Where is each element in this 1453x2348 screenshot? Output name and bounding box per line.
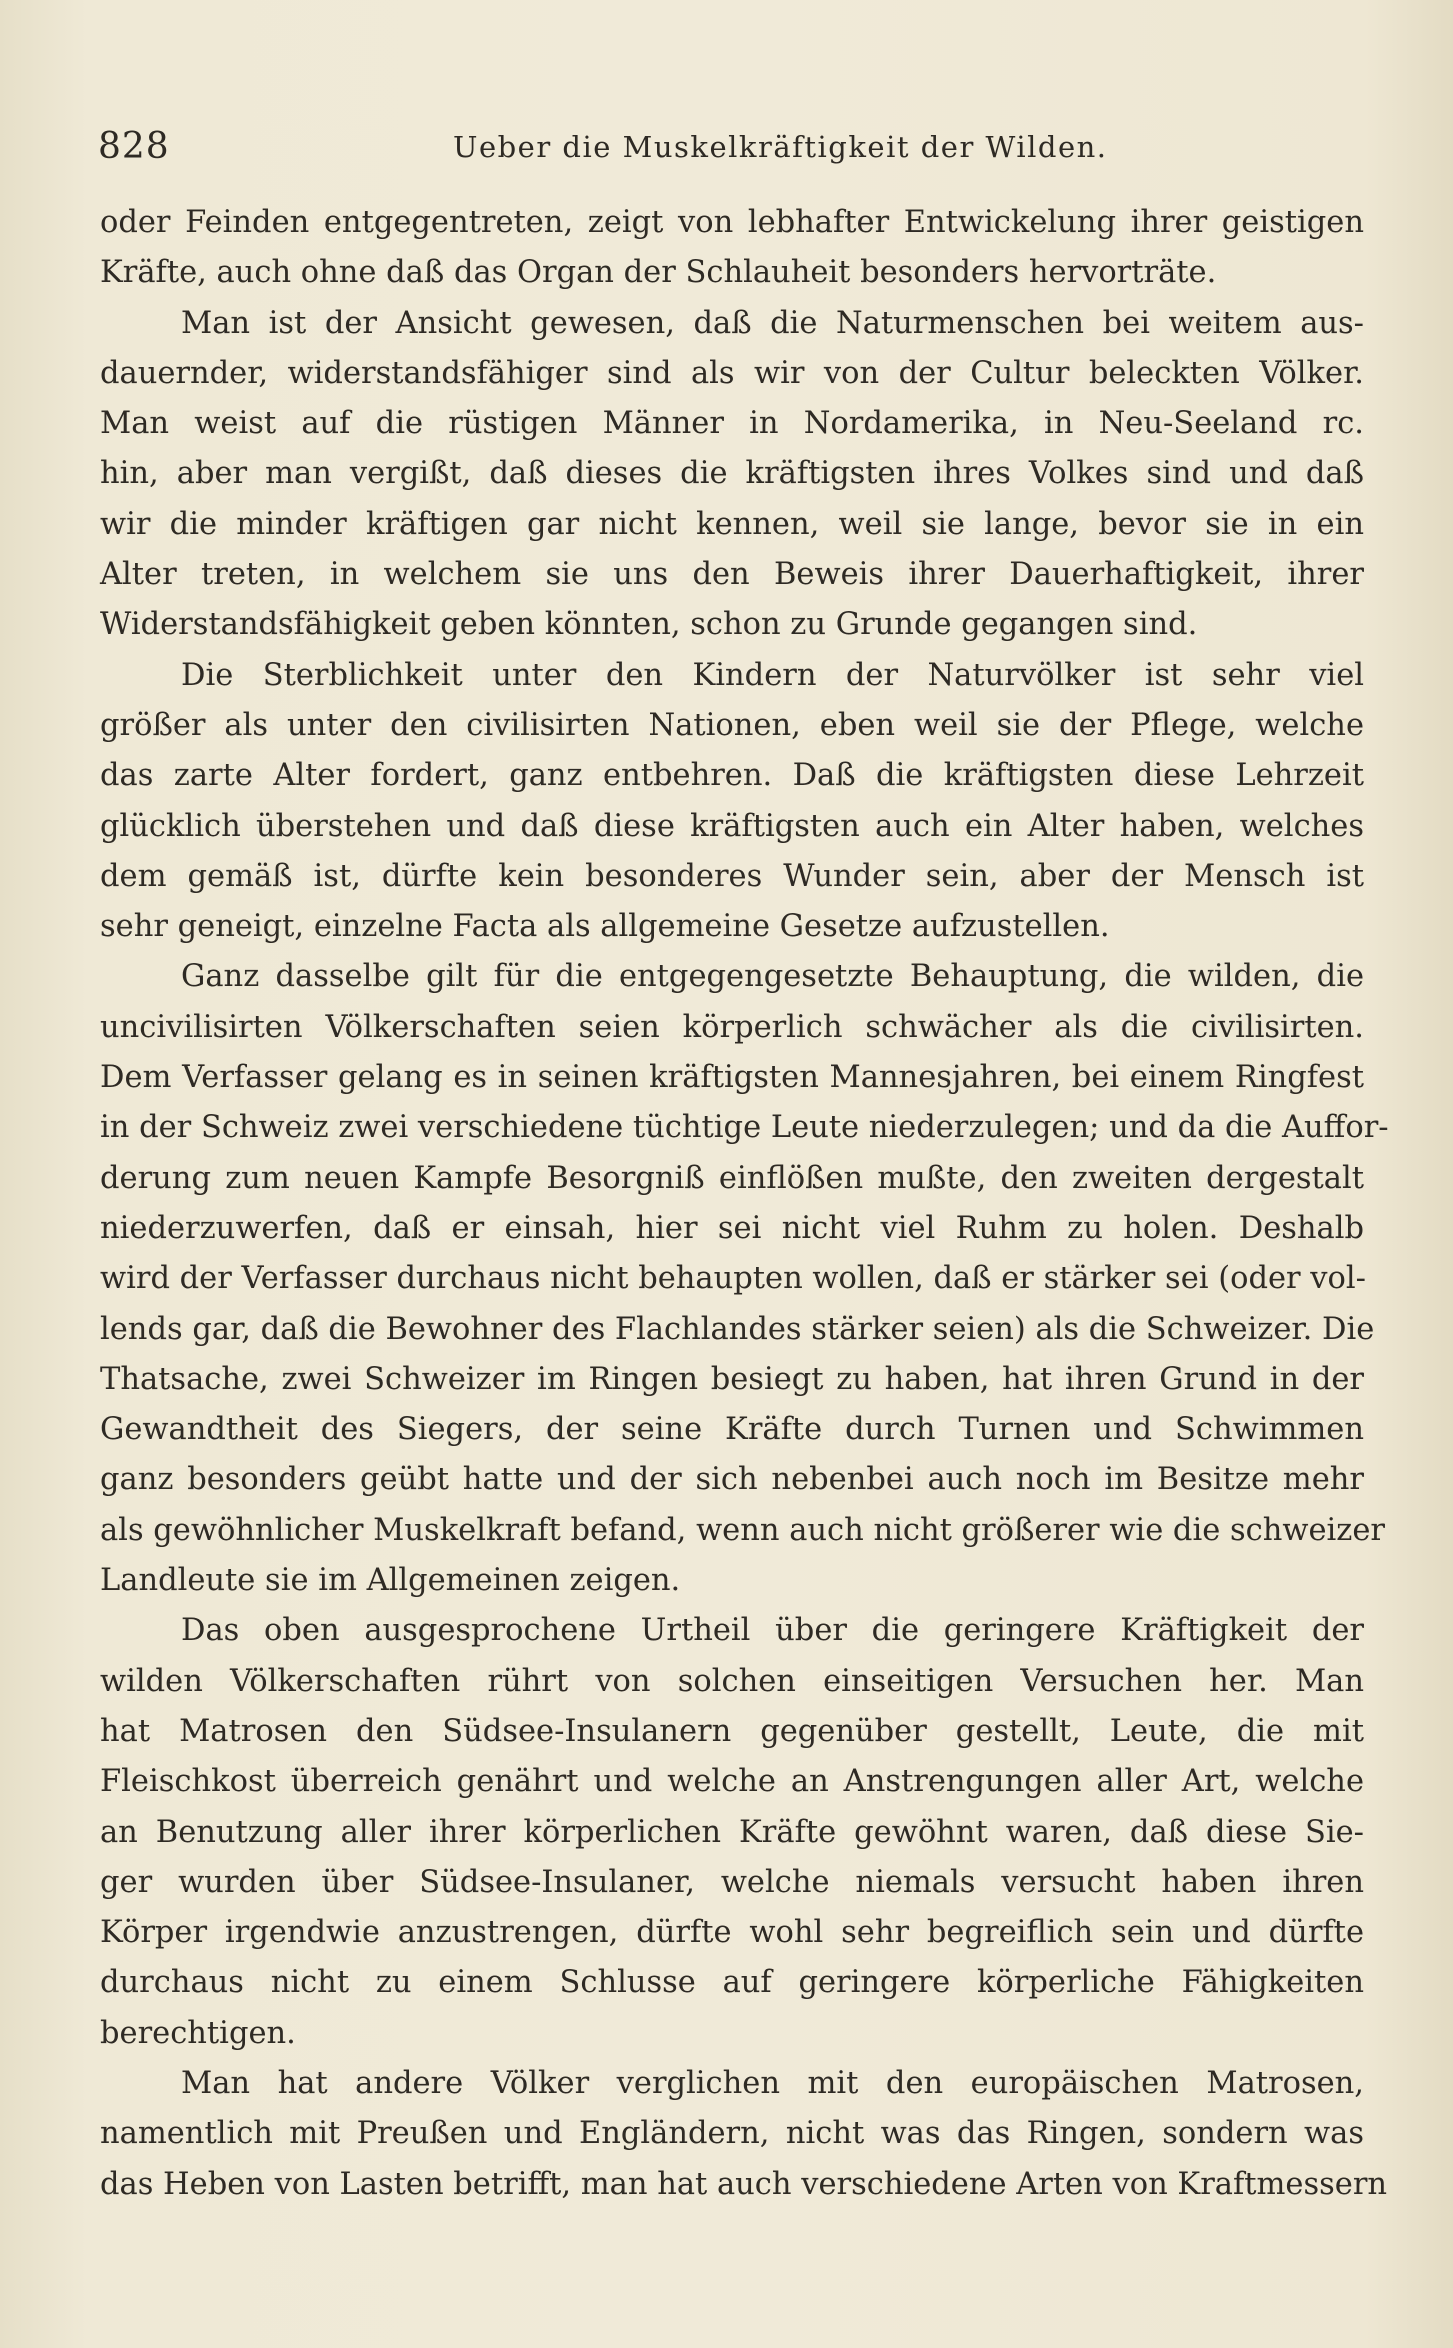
text-line: uncivilisirten Völkerschaften seien körperlich schwächer als die civilisirten. <box>100 1009 1364 1045</box>
text-line: Widerstandsfähigkeit geben könnten, schon zu Grunde gegangen sind. <box>100 607 1198 643</box>
text-line: durchaus nicht zu einem Schlusse auf geringere körperliche Fähigkeiten <box>100 1965 1364 2001</box>
text-line: Kräfte, auch ohne daß das Organ der Schlauheit besonders hervorträte. <box>100 255 1217 291</box>
text-line: hat Matrosen den Südsee-Insulanern gegenüber gestellt, Leute, die mit <box>100 1713 1364 1749</box>
page-number: 828 <box>98 126 170 167</box>
text-line: das zarte Alter fordert, ganz entbehren. Daß die kräftigsten diese Lehrzeit <box>100 758 1364 794</box>
text-line: sehr geneigt, einzelne Facta als allgemeine Gesetze aufzustellen. <box>100 909 1110 945</box>
page-header <box>98 118 1364 178</box>
text-line: Das oben ausgesprochene Urtheil über die geringere Kräftigkeit der <box>181 1613 1364 1649</box>
text-line: Die Sterblichkeit unter den Kindern der Naturvölker ist sehr viel <box>181 657 1364 693</box>
text-line: namentlich mit Preußen und Engländern, nicht was das Ringen, sondern was <box>100 2116 1364 2152</box>
text-line: Landleute sie im Allgemeinen zeigen. <box>100 1563 681 1599</box>
text-line: Körper irgendwie anzustrengen, dürfte wohl sehr begreiflich sein und dürfte <box>100 1915 1364 1951</box>
text-line: Man weist auf die rüstigen Männer in Nordamerika, in Neu-Seeland rc. <box>100 406 1364 442</box>
text-line: an Benutzung aller ihrer körperlichen Kräfte gewöhnt waren, daß diese Sie- <box>100 1814 1364 1850</box>
text-line: Fleischkost überreich genährt und welche an Anstrengungen aller Art, welche <box>100 1764 1364 1800</box>
text-line: das Heben von Lasten betrifft, man hat auch verschiedene Arten von Kraftmessern <box>100 2166 1388 2202</box>
text-line: größer als unter den civilisirten Nationen, eben weil sie der Pflege, welche <box>100 707 1364 743</box>
text-line: Dem Verfasser gelang es in seinen kräftigsten Mannesjahren, bei einem Ringfest <box>100 1060 1364 1096</box>
text-line: ganz besonders geübt hatte und der sich nebenbei auch noch im Besitze mehr <box>100 1462 1364 1498</box>
text-line: Ganz dasselbe gilt für die entgegengesetzte Behauptung, die wilden, die <box>181 959 1364 995</box>
text-line: wir die minder kräftigen gar nicht kennen, weil sie lange, bevor sie in ein <box>100 506 1364 542</box>
text-line: hin, aber man vergißt, daß dieses die kräftigsten ihres Volkes sind und daß <box>100 456 1364 492</box>
text-line: Gewandtheit des Siegers, der seine Kräfte durch Turnen und Schwimmen <box>100 1412 1364 1448</box>
text-line: berechtigen. <box>100 2015 296 2051</box>
text-line: ger wurden über Südsee-Insulaner, welche niemals versucht haben ihren <box>100 1864 1364 1900</box>
text-line: Man hat andere Völker verglichen mit den europäischen Matrosen, <box>181 2065 1364 2101</box>
text-line: als gewöhnlicher Muskelkraft befand, wenn auch nicht größerer wie die schweizer <box>100 1512 1385 1548</box>
text-line: dauernder, widerstandsfähiger sind als wir von der Cultur beleckten Völker. <box>100 355 1364 391</box>
text-line: Thatsache, zwei Schweizer im Ringen besiegt zu haben, hat ihren Grund in der <box>100 1361 1364 1397</box>
text-line: derung zum neuen Kampfe Besorgniß einflößen mußte, den zweiten dergestalt <box>100 1160 1364 1196</box>
text-line: dem gemäß ist, dürfte kein besonderes Wunder sein, aber der Mensch ist <box>100 858 1364 894</box>
text-line: niederzuwerfen, daß er einsah, hier sei nicht viel Ruhm zu holen. Deshalb <box>100 1210 1364 1246</box>
text-line: Man ist der Ansicht gewesen, daß die Naturmenschen bei weitem aus- <box>181 305 1364 341</box>
running-head: Ueber die Muskelkräftigkeit der Wilden. <box>453 130 1108 164</box>
text-line: Alter treten, in welchem sie uns den Beweis ihrer Dauerhaftigkeit, ihrer <box>100 557 1364 593</box>
text-line: wird der Verfasser durchaus nicht behaupten wollen, daß er stärker sei (oder vol- <box>100 1261 1366 1297</box>
text-line: lends gar, daß die Bewohner des Flachlandes stärker seien) als die Schweizer. Die <box>100 1311 1375 1347</box>
text-line: wilden Völkerschaften rührt von solchen einseitigen Versuchen her. Man <box>100 1663 1364 1699</box>
text-line: glücklich überstehen und daß diese kräftigsten auch ein Alter haben, welches <box>100 808 1364 844</box>
body-text <box>100 198 1389 2210</box>
text-line: oder Feinden entgegentreten, zeigt von lebhafter Entwickelung ihrer geistigen <box>100 205 1364 240</box>
text-line: in der Schweiz zwei verschiedene tüchtige Leute niederzulegen; und da die Auffor- <box>100 1110 1389 1146</box>
